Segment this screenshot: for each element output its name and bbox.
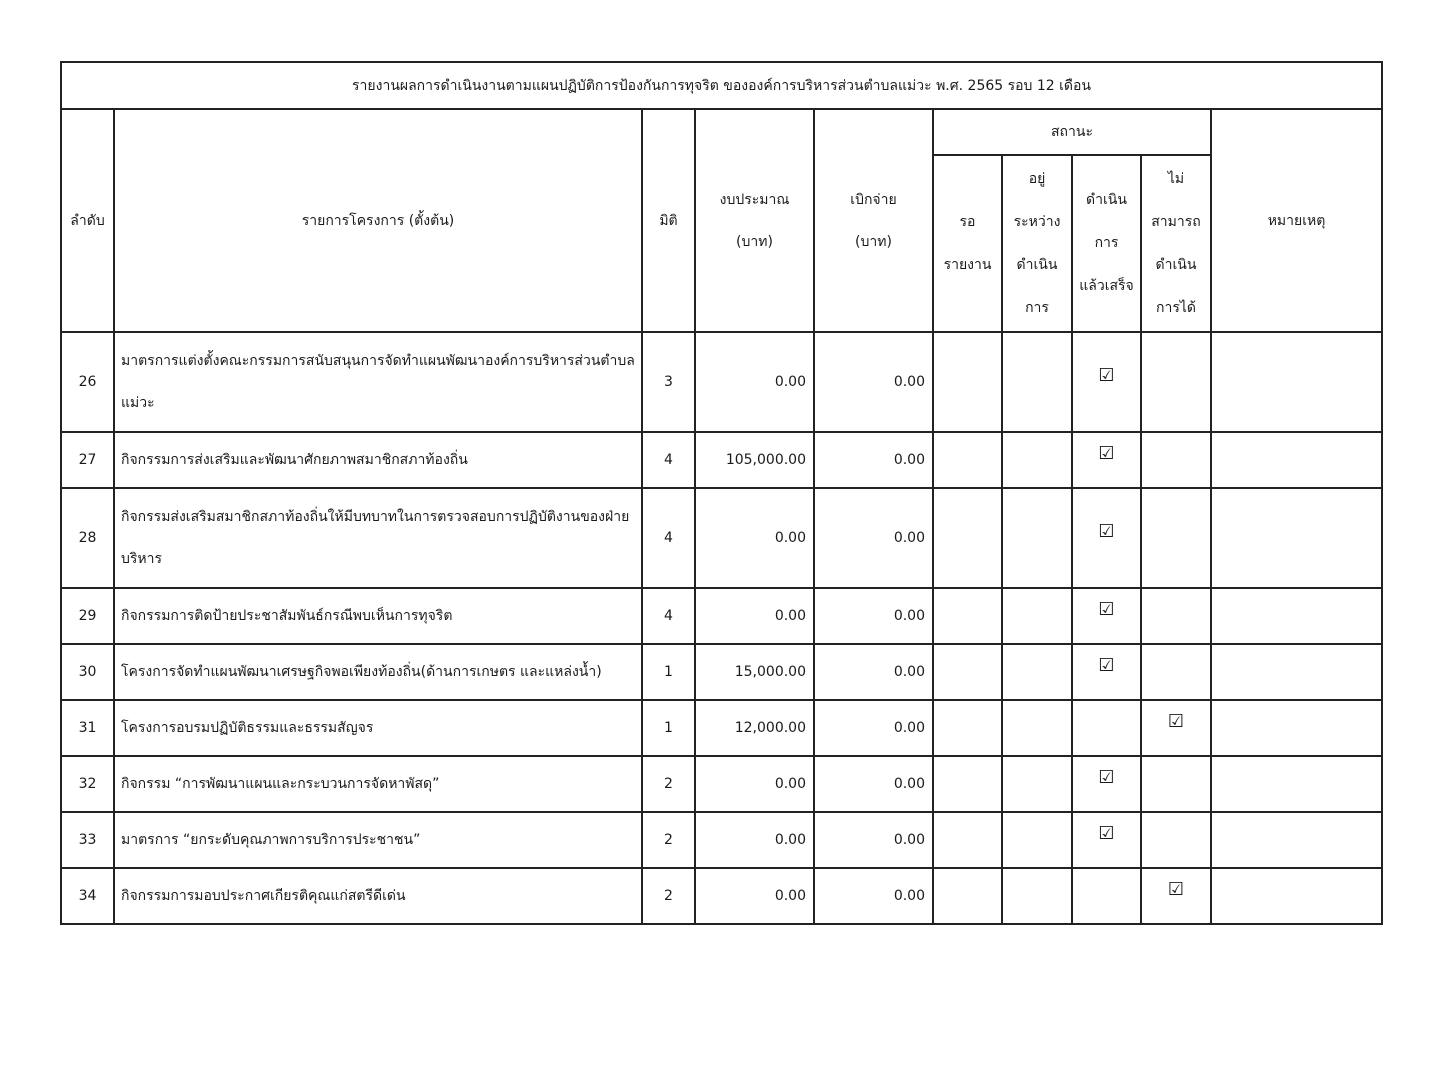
row-no: 26 [61, 332, 114, 432]
row-status-progress [1002, 332, 1072, 432]
row-budget: 0.00 [695, 812, 814, 868]
row-project-line1: มาตรการ “ยกระดับคุณภาพการบริการประชาชน” [121, 832, 421, 848]
checkbox-checked-icon: ☑ [1098, 655, 1115, 676]
header-status-unable-line: ไม่ [1167, 170, 1185, 187]
table-row [61, 488, 1382, 588]
row-status-progress [1002, 868, 1072, 924]
checkbox-checked-icon: ☑ [1098, 767, 1115, 788]
row-project-line1: มาตรการแต่งตั้งคณะกรรมการสนับสนุนการจัดทำแผนพัฒนาองค์การบริหารส่วนตำบล [121, 353, 635, 369]
row-status-unable [1141, 756, 1211, 812]
row-project [114, 644, 642, 700]
row-spent: 0.00 [814, 488, 933, 588]
row-status-wait [933, 756, 1002, 812]
checkbox-checked-icon: ☑ [1167, 879, 1185, 900]
row-status-wait [933, 488, 1002, 588]
checkbox-checked-icon: ☑ [1167, 711, 1185, 732]
row-no: 31 [61, 700, 114, 756]
header-status-unable-line: สามารถ [1151, 213, 1201, 230]
row-no: 34 [61, 868, 114, 924]
row-status-progress [1002, 812, 1072, 868]
row-status-wait [933, 432, 1002, 488]
row-status-progress [1002, 488, 1072, 588]
row-status-unable [1141, 868, 1211, 924]
table-row [61, 332, 1382, 432]
row-status-wait [933, 588, 1002, 644]
header-spent [814, 109, 933, 332]
row-status-done [1072, 432, 1141, 488]
header-status-unable-line: ดำเนิน [1155, 256, 1197, 273]
table-row [61, 644, 1382, 700]
row-status-progress [1002, 700, 1072, 756]
row-project [114, 332, 642, 432]
row-status-wait [933, 644, 1002, 700]
header-remark: หมายเหตุ [1211, 109, 1382, 332]
row-project-line1: กิจกรรม “การพัฒนาแผนและกระบวนการจัดหาพัสดุ” [121, 776, 440, 792]
header-spent-line2: (บาท) [855, 233, 892, 250]
row-dimension: 4 [642, 488, 695, 588]
row-status-unable [1141, 432, 1211, 488]
row-project [114, 756, 642, 812]
table-row [61, 588, 1382, 644]
header-dimension: มิติ [642, 109, 695, 332]
header-budget-line2: (บาท) [736, 233, 773, 250]
row-project [114, 432, 642, 488]
row-status-done [1072, 700, 1141, 756]
header-status-progress-line: ระหว่าง [1013, 213, 1061, 230]
header-status-progress-line: อยู่ [1028, 170, 1046, 187]
row-spent: 0.00 [814, 332, 933, 432]
row-spent: 0.00 [814, 756, 933, 812]
row-no: 32 [61, 756, 114, 812]
row-status-done [1072, 868, 1141, 924]
row-budget: 15,000.00 [695, 644, 814, 700]
header-budget [695, 109, 814, 332]
header-status-progress-line: การ [1025, 299, 1049, 316]
report-title: รายงานผลการดำเนินงานตามแผนปฏิบัติการป้องกันการทุจริต ขององค์การบริหารส่วนตำบลแม่วะ พ.ศ. 2565 รอบ 12 เดือน [61, 62, 1382, 109]
row-status-unable [1141, 332, 1211, 432]
row-budget: 0.00 [695, 588, 814, 644]
row-no: 33 [61, 812, 114, 868]
row-remark [1211, 332, 1382, 432]
table-row [61, 756, 1382, 812]
row-remark [1211, 812, 1382, 868]
row-status-progress [1002, 432, 1072, 488]
row-project [114, 488, 642, 588]
row-spent: 0.00 [814, 588, 933, 644]
title-row [61, 62, 1382, 109]
row-no: 28 [61, 488, 114, 588]
header-status-done [1072, 155, 1141, 332]
row-project-line1: กิจกรรมการส่งเสริมและพัฒนาศักยภาพสมาชิกสภาท้องถิ่น [121, 452, 468, 468]
row-project-line1: กิจกรรมส่งเสริมสมาชิกสภาท้องถิ่นให้มีบทบาทในการตรวจสอบการปฏิบัติงานของฝ่าย [121, 509, 630, 525]
row-project-line1: กิจกรรมการติดป้ายประชาสัมพันธ์กรณีพบเห็นการทุจริต [121, 608, 453, 624]
checkbox-checked-icon: ☑ [1098, 365, 1115, 386]
row-remark [1211, 488, 1382, 588]
row-spent: 0.00 [814, 700, 933, 756]
row-project-line1: โครงการจัดทำแผนพัฒนาเศรษฐกิจพอเพียงท้องถิ่น(ด้านการเกษตร และแหล่งน้ำ) [121, 664, 602, 680]
row-budget: 0.00 [695, 332, 814, 432]
row-status-wait [933, 700, 1002, 756]
row-project [114, 588, 642, 644]
header-status-wait-line: รอ [959, 213, 976, 230]
row-status-done [1072, 756, 1141, 812]
checkbox-checked-icon: ☑ [1098, 823, 1115, 844]
row-status-progress [1002, 588, 1072, 644]
row-dimension: 4 [642, 432, 695, 488]
row-status-unable [1141, 812, 1211, 868]
header-spent-line1: เบิกจ่าย [850, 191, 897, 208]
row-dimension: 1 [642, 644, 695, 700]
row-budget: 0.00 [695, 756, 814, 812]
header-status-done-line: แล้วเสร็จ [1079, 278, 1134, 294]
row-status-wait [933, 812, 1002, 868]
row-project [114, 812, 642, 868]
row-budget: 0.00 [695, 488, 814, 588]
row-no: 29 [61, 588, 114, 644]
table-row [61, 700, 1382, 756]
row-remark [1211, 588, 1382, 644]
row-dimension: 2 [642, 756, 695, 812]
row-spent: 0.00 [814, 432, 933, 488]
row-dimension: 1 [642, 700, 695, 756]
header-budget-line1: งบประมาณ [719, 191, 790, 208]
row-spent: 0.00 [814, 812, 933, 868]
row-dimension: 2 [642, 812, 695, 868]
row-status-progress [1002, 756, 1072, 812]
row-status-unable [1141, 588, 1211, 644]
row-remark [1211, 644, 1382, 700]
checkbox-checked-icon: ☑ [1098, 521, 1115, 542]
row-status-unable [1141, 488, 1211, 588]
table-row [61, 868, 1382, 924]
row-no: 27 [61, 432, 114, 488]
row-status-wait [933, 332, 1002, 432]
header-no: ลำดับ [61, 109, 114, 332]
header-project: รายการโครงการ (ตั้งต้น) [114, 109, 642, 332]
row-no: 30 [61, 644, 114, 700]
row-status-done [1072, 588, 1141, 644]
row-project-line2: บริหาร [121, 551, 163, 567]
header-status-wait [933, 155, 1002, 332]
row-status-wait [933, 868, 1002, 924]
checkbox-checked-icon: ☑ [1098, 599, 1115, 620]
row-project-line2: แม่วะ [121, 395, 155, 411]
table-row [61, 432, 1382, 488]
row-status-done [1072, 812, 1141, 868]
header-status-unable-line: การได้ [1156, 299, 1196, 316]
checkbox-checked-icon: ☑ [1098, 443, 1115, 464]
row-budget: 105,000.00 [695, 432, 814, 488]
row-status-done [1072, 644, 1141, 700]
row-dimension: 3 [642, 332, 695, 432]
row-budget: 0.00 [695, 868, 814, 924]
header-status-unable [1141, 155, 1211, 332]
row-project [114, 700, 642, 756]
row-status-unable [1141, 700, 1211, 756]
table-row [61, 812, 1382, 868]
row-status-done [1072, 332, 1141, 432]
row-remark [1211, 868, 1382, 924]
row-spent: 0.00 [814, 868, 933, 924]
row-spent: 0.00 [814, 644, 933, 700]
header-status: สถานะ [933, 109, 1211, 155]
row-project [114, 868, 642, 924]
row-project-line1: กิจกรรมการมอบประกาศเกียรติคุณแก่สตรีดีเด่น [121, 888, 406, 904]
report-table [60, 61, 1383, 925]
header-status-progress [1002, 155, 1072, 332]
row-status-progress [1002, 644, 1072, 700]
header-status-done-line: ดำเนิน [1086, 192, 1127, 208]
row-project-line1: โครงการอบรมปฏิบัติธรรมและธรรมสัญจร [121, 720, 374, 736]
header-status-progress-line: ดำเนิน [1016, 256, 1058, 273]
row-dimension: 2 [642, 868, 695, 924]
header-status-wait-line: รายงาน [943, 256, 992, 273]
row-status-done [1072, 488, 1141, 588]
header-row-1 [61, 109, 1382, 155]
row-dimension: 4 [642, 588, 695, 644]
row-budget: 12,000.00 [695, 700, 814, 756]
row-remark [1211, 700, 1382, 756]
row-remark [1211, 432, 1382, 488]
row-remark [1211, 756, 1382, 812]
header-status-done-line: การ [1094, 235, 1119, 251]
row-status-unable [1141, 644, 1211, 700]
